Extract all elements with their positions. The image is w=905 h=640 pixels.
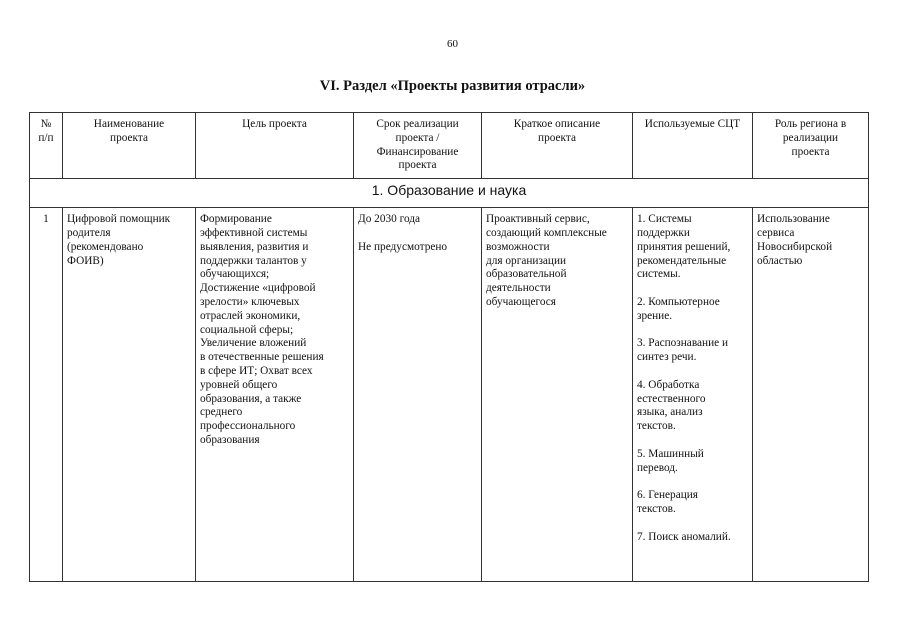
header-region-role: Роль региона в реализации проекта (753, 113, 869, 179)
cell-region-role: Использование сервиса Новосибирской областью (753, 208, 869, 582)
cell-technologies: 1. Системы поддержки принятия решений, рекомендательные системы. 2. Компьютерное зрение. 3. Распознавание и синтез речи. 4. Обработка естественного языка, анализ текстов. 5. Машинный перевод. 6. Генерация текстов. 7. Поиск аномалий. (633, 208, 753, 582)
header-project-name: Наименование проекта (63, 113, 196, 179)
header-number: № п/п (30, 113, 63, 179)
header-project-goal: Цель проекта (196, 113, 354, 179)
table-header-row (30, 113, 869, 179)
table-row (30, 208, 869, 582)
section-title: VI. Раздел «Проекты развития отрасли» (319, 78, 586, 94)
header-description: Краткое описание проекта (482, 113, 633, 179)
projects-table (29, 112, 869, 582)
cell-description: Проактивный сервис, создающий комплексные возможности для организации образовательной деятельности обучающегося (482, 208, 633, 582)
group-row (30, 179, 869, 208)
cell-project-name: Цифровой помощник родителя (рекомендовано ФОИВ) (63, 208, 196, 582)
cell-project-goal: Формирование эффективной системы выявления, развития и поддержки талантов у обучающихся; Достижение «цифровой зрелости» ключевых отраслей экономики, социальной сферы; Увеличение вложений в отечественные решения в сфере ИТ; Охват всех уровней общего образования, а также среднего профессионального образования (196, 208, 354, 582)
page-number: 60 (447, 38, 458, 50)
cell-term-funding: До 2030 года Не предусмотрено (354, 208, 482, 582)
cell-number: 1 (30, 208, 63, 582)
header-term-funding: Срок реализации проекта / Финансирование проекта (354, 113, 482, 179)
group-title: 1. Образование и наука (30, 179, 869, 208)
header-technologies: Используемые СЦТ (633, 113, 753, 179)
